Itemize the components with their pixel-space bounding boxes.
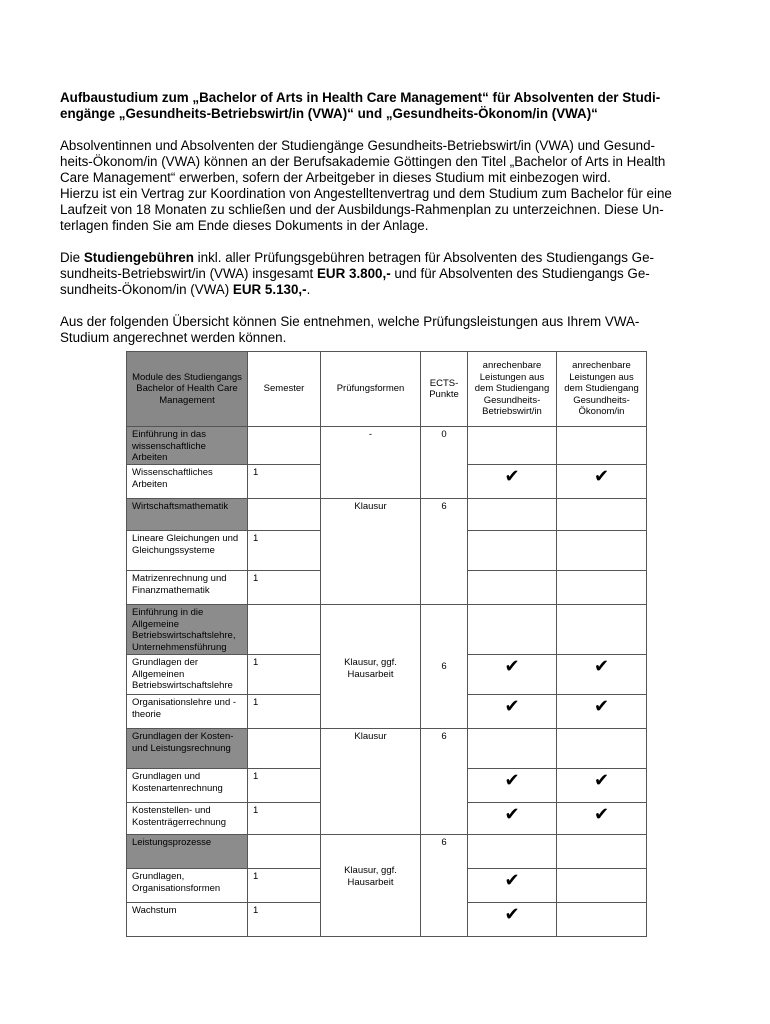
module-group-title: Wirtschaftsmathematik: [127, 499, 248, 531]
document-title: [60, 90, 715, 122]
title-line: Aufbaustudium zum „Bachelor of Arts in Health Care Management“ für Absolventen der Studi-: [60, 90, 661, 105]
fees-label-bold: Studiengebühren: [83, 250, 194, 265]
check-icon: ✔: [557, 695, 647, 729]
table-row: [127, 729, 647, 769]
oek-cell: [557, 835, 647, 869]
table-row: [127, 427, 647, 465]
intro-line: Care Management“ erwerben, sofern der Arbeitgeber in dieses Studium mit einbezogen wird.: [60, 170, 611, 185]
fees-line: [60, 250, 715, 266]
semester-cell: 1: [248, 803, 321, 835]
intro-line: Absolventinnen und Absolventen der Studiengänge Gesundheits-Betriebswirt/in (VWA) und Gesund-: [60, 138, 655, 153]
header-module: Module des Studiengangs Bachelor of Health Care Management: [127, 352, 248, 427]
fee-oek-amount: EUR 5.130,-: [232, 282, 307, 297]
intro-line: terlagen finden Sie am Ende dieses Dokuments in der Anlage.: [60, 218, 429, 233]
overview-paragraph: [60, 314, 715, 346]
fee-bw-amount: EUR 3.800,-: [317, 266, 391, 281]
bw-cell: [468, 427, 557, 465]
oek-cell: [557, 869, 647, 903]
semester-cell: 1: [248, 869, 321, 903]
bw-cell: [468, 835, 557, 869]
table-row: [127, 499, 647, 531]
fees-text: inkl. aller Prüfungsgebühren betragen für Absolventen des Studiengangs Ge-: [193, 250, 654, 265]
bw-cell: [468, 531, 557, 571]
oek-cell: [557, 499, 647, 531]
ects-cell: 6: [421, 499, 468, 605]
oek-cell: [557, 729, 647, 769]
oek-cell: [557, 605, 647, 655]
document-page: [60, 90, 715, 362]
semester-cell: 1: [248, 465, 321, 499]
header-oek: anrechenbare Leistungen aus dem Studiengang Gesundheits-Ökonom/in: [557, 352, 647, 427]
ects-cell: 6: [421, 729, 468, 835]
fees-text: und für Absolventen des Studiengangs Ge-: [390, 266, 650, 281]
semester-cell: [248, 427, 321, 465]
semester-cell: 1: [248, 571, 321, 605]
fees-line: [60, 266, 715, 282]
check-icon: ✔: [468, 769, 557, 803]
check-icon: ✔: [557, 655, 647, 695]
fees-paragraph: [60, 250, 715, 298]
check-icon: ✔: [557, 769, 647, 803]
module-name: Grundlagen und Kostenartenrechnung: [127, 769, 248, 803]
check-icon: ✔: [468, 803, 557, 835]
table-header-row: [127, 352, 647, 427]
exam-cell: Klausur: [321, 499, 421, 605]
check-icon: ✔: [468, 465, 557, 499]
overview-line: Aus der folgenden Übersicht können Sie entnehmen, welche Prüfungsleistungen aus Ihrem VWA-: [60, 314, 640, 329]
module-name: Wissenschaftliches Arbeiten: [127, 465, 248, 499]
header-bw: anrechenbare Leistungen aus dem Studiengang Gesundheits-Betriebswirt/in: [468, 352, 557, 427]
check-icon: ✔: [557, 803, 647, 835]
bw-cell: [468, 729, 557, 769]
module-name: Lineare Gleichungen und Gleichungssysteme: [127, 531, 248, 571]
module-name: Wachstum: [127, 903, 248, 937]
module-name: Kostenstellen- und Kostenträgerrechnung: [127, 803, 248, 835]
exam-cell: -: [321, 427, 421, 499]
title-line: engänge „Gesundheits-Betriebswirt/in (VWA)“ und „Gesundheits-Ökonom/in (VWA)“: [60, 106, 598, 121]
intro-line: heits-Ökonom/in (VWA) können an der Berufsakademie Göttingen den Titel „Bachelor of Arts in Health: [60, 154, 666, 169]
fees-text: sundheits-Betriebswirt/in (VWA) insgesamt: [60, 266, 317, 281]
module-group-title: Einführung in das wissenschaftliche Arbeiten: [127, 427, 248, 465]
semester-cell: [248, 835, 321, 869]
fees-text: sundheits-Ökonom/in (VWA): [60, 282, 233, 297]
exam-cell: Klausur: [321, 729, 421, 835]
module-group-title: Leistungsprozesse: [127, 835, 248, 869]
oek-cell: [557, 531, 647, 571]
intro-line: Hierzu ist ein Vertrag zur Koordination von Angestelltenvertrag und dem Studium zum Bachelor für eine: [60, 186, 672, 201]
module-name: Grundlagen, Organisationsformen: [127, 869, 248, 903]
semester-cell: 1: [248, 769, 321, 803]
header-ects: ECTS-Punkte: [421, 352, 468, 427]
module-name: Organisationslehre und -theorie: [127, 695, 248, 729]
oek-cell: [557, 571, 647, 605]
header-exam: Prüfungsformen: [321, 352, 421, 427]
intro-line: Laufzeit von 18 Monaten zu schließen und der Ausbildungs-Rahmenplan zu unterzeichnen. Diese Un-: [60, 202, 664, 217]
exam-cell: Klausur, ggf. Hausarbeit: [321, 605, 421, 729]
ects-cell: 0: [421, 427, 468, 499]
oek-cell: [557, 903, 647, 937]
table-row: [127, 605, 647, 655]
module-name: Matrizenrechnung und Finanzmathematik: [127, 571, 248, 605]
fees-text: Die: [60, 250, 84, 265]
check-icon: ✔: [468, 903, 557, 937]
semester-cell: 1: [248, 695, 321, 729]
semester-cell: 1: [248, 903, 321, 937]
header-semester: Semester: [248, 352, 321, 427]
ects-cell: 6: [421, 835, 468, 937]
module-name: Grundlagen der Allgemeinen Betriebswirtschaftslehre: [127, 655, 248, 695]
intro-paragraph: [60, 138, 715, 234]
table-row: [127, 835, 647, 869]
check-icon: ✔: [557, 465, 647, 499]
module-group-title: Grundlagen der Kosten- und Leistungsrechnung: [127, 729, 248, 769]
exam-cell: Klausur, ggf. Hausarbeit: [321, 835, 421, 937]
modules-table: [126, 351, 647, 937]
ects-cell: 6: [421, 605, 468, 729]
fees-text: .: [306, 282, 311, 297]
semester-cell: 1: [248, 531, 321, 571]
bw-cell: [468, 571, 557, 605]
oek-cell: [557, 427, 647, 465]
semester-cell: [248, 729, 321, 769]
overview-line: Studium angerechnet werden können.: [60, 330, 287, 345]
semester-cell: [248, 605, 321, 655]
check-icon: ✔: [468, 869, 557, 903]
check-icon: ✔: [468, 655, 557, 695]
check-icon: ✔: [468, 695, 557, 729]
semester-cell: 1: [248, 655, 321, 695]
bw-cell: [468, 605, 557, 655]
module-group-title: Einführung in die Allgemeine Betriebswirtschaftslehre, Unternehmensführung: [127, 605, 248, 655]
bw-cell: [468, 499, 557, 531]
fees-line: [60, 282, 715, 298]
semester-cell: [248, 499, 321, 531]
